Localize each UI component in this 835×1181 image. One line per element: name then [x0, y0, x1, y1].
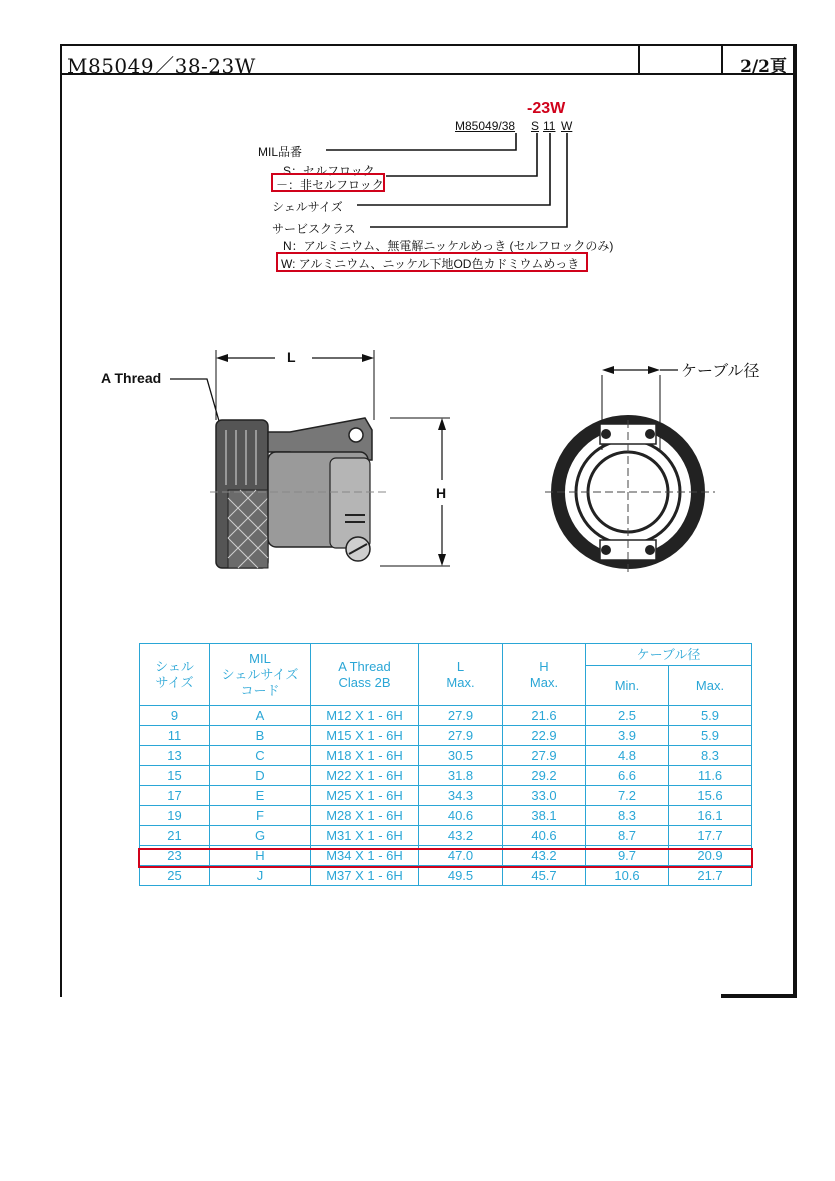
table-row — [140, 806, 752, 826]
part-suffix: -23W — [527, 100, 566, 117]
table-cell: 11.6 — [669, 766, 752, 786]
part-s: S — [531, 119, 540, 133]
table-cell: 22.9 — [503, 726, 586, 746]
bottom-mark — [721, 994, 797, 998]
table-cell: 15 — [140, 766, 210, 786]
table-cell: B — [210, 726, 311, 746]
table-cell: A — [210, 706, 311, 726]
header-cable: ケーブル径 — [586, 644, 752, 666]
table-cell: 7.2 — [586, 786, 669, 806]
table-cell: M25 X 1 - 6H — [311, 786, 419, 806]
table-cell: 6.6 — [586, 766, 669, 786]
legend-class-w: W: アルミニウム、ニッケル下地OD色カドミウムめっき — [281, 257, 580, 271]
header-shell-size: シェル サイズ — [140, 644, 210, 706]
table-cell: 43.2 — [419, 826, 503, 846]
table-cell: 8.3 — [669, 746, 752, 766]
table-cell: 43.2 — [503, 846, 586, 866]
table-cell: 40.6 — [419, 806, 503, 826]
table-cell: 31.8 — [419, 766, 503, 786]
table-cell: M22 X 1 - 6H — [311, 766, 419, 786]
table-row — [140, 746, 752, 766]
table-cell: 23 — [140, 846, 210, 866]
part-base: M85049/38 — [455, 119, 516, 133]
table-row — [140, 766, 752, 786]
table-cell: 9 — [140, 706, 210, 726]
connector-drawing — [90, 340, 770, 585]
header-a-thread: A Thread Class 2B — [311, 644, 419, 706]
table-cell: 5.9 — [669, 706, 752, 726]
table-cell: 47.0 — [419, 846, 503, 866]
part-w: W — [561, 119, 573, 133]
table-cell: 21.7 — [669, 866, 752, 886]
table-cell: 21.6 — [503, 706, 586, 726]
legend-self-lock: S：セルフロック — [283, 164, 375, 178]
legend-class-n: N：アルミニウム、無電解ニッケルめっき (セルフロックのみ) — [283, 239, 614, 253]
table-cell: 34.3 — [419, 786, 503, 806]
table-cell: 45.7 — [503, 866, 586, 886]
table-cell: 17 — [140, 786, 210, 806]
header-l-max: L Max. — [419, 644, 503, 706]
a-thread-label: A Thread — [101, 370, 162, 386]
highlight-row-23 — [138, 848, 753, 868]
header-min: Min. — [586, 666, 669, 706]
legend-mil: MIL品番 — [258, 145, 303, 159]
part-size: 11 — [543, 119, 556, 133]
legend-non-self-lock: －：非セルフロック — [276, 178, 384, 192]
table-cell: 17.7 — [669, 826, 752, 846]
table-cell: M31 X 1 - 6H — [311, 826, 419, 846]
table-cell: 13 — [140, 746, 210, 766]
l-label: L — [287, 349, 296, 365]
table-cell: 27.9 — [419, 726, 503, 746]
table-cell: G — [210, 826, 311, 846]
table-cell: M15 X 1 - 6H — [311, 726, 419, 746]
table-cell: 30.5 — [419, 746, 503, 766]
table-cell: 5.9 — [669, 726, 752, 746]
table-row — [140, 786, 752, 806]
table-cell: 9.7 — [586, 846, 669, 866]
table-cell: 21 — [140, 826, 210, 846]
table-cell: E — [210, 786, 311, 806]
highlight-non-self-lock — [271, 173, 385, 192]
header-h-max: H Max. — [503, 644, 586, 706]
table-cell: 19 — [140, 806, 210, 826]
table-cell: 8.3 — [586, 806, 669, 826]
table-cell: M28 X 1 - 6H — [311, 806, 419, 826]
table-row — [140, 826, 752, 846]
table-row — [140, 706, 752, 726]
table-cell: 29.2 — [503, 766, 586, 786]
document-title: M85049／38-23W — [67, 54, 256, 78]
table-cell: 4.8 — [586, 746, 669, 766]
table-cell: 38.1 — [503, 806, 586, 826]
table-cell: M34 X 1 - 6H — [311, 846, 419, 866]
table-cell: 2.5 — [586, 706, 669, 726]
table-row — [140, 866, 752, 886]
table-cell: 3.9 — [586, 726, 669, 746]
table-cell: 16.1 — [669, 806, 752, 826]
header-mil-code: MIL シェルサイズ コード — [210, 644, 311, 706]
table-cell: M18 X 1 - 6H — [311, 746, 419, 766]
table-cell: 25 — [140, 866, 210, 886]
table-cell: H — [210, 846, 311, 866]
highlight-class-w — [276, 252, 588, 272]
page-number: 2/2頁 — [740, 57, 787, 77]
table-cell: 20.9 — [669, 846, 752, 866]
table-cell: M37 X 1 - 6H — [311, 866, 419, 886]
table-cell: 8.7 — [586, 826, 669, 846]
cable-dia-label: ケーブル径 — [681, 363, 760, 380]
table-cell: 15.6 — [669, 786, 752, 806]
header-max: Max. — [669, 666, 752, 706]
table-cell: 27.9 — [503, 746, 586, 766]
legend-service-class: サービスクラス — [272, 222, 356, 236]
legend-shell-size: シェルサイズ — [272, 200, 343, 214]
table-cell: F — [210, 806, 311, 826]
table-cell: 27.9 — [419, 706, 503, 726]
table-cell: 40.6 — [503, 826, 586, 846]
table-cell: C — [210, 746, 311, 766]
table-cell: 33.0 — [503, 786, 586, 806]
table-cell: 49.5 — [419, 866, 503, 886]
table-cell: M12 X 1 - 6H — [311, 706, 419, 726]
table-cell: D — [210, 766, 311, 786]
h-label: H — [436, 485, 447, 501]
table-cell: J — [210, 866, 311, 886]
table-cell: 11 — [140, 726, 210, 746]
table-cell: 10.6 — [586, 866, 669, 886]
table-row — [140, 726, 752, 746]
